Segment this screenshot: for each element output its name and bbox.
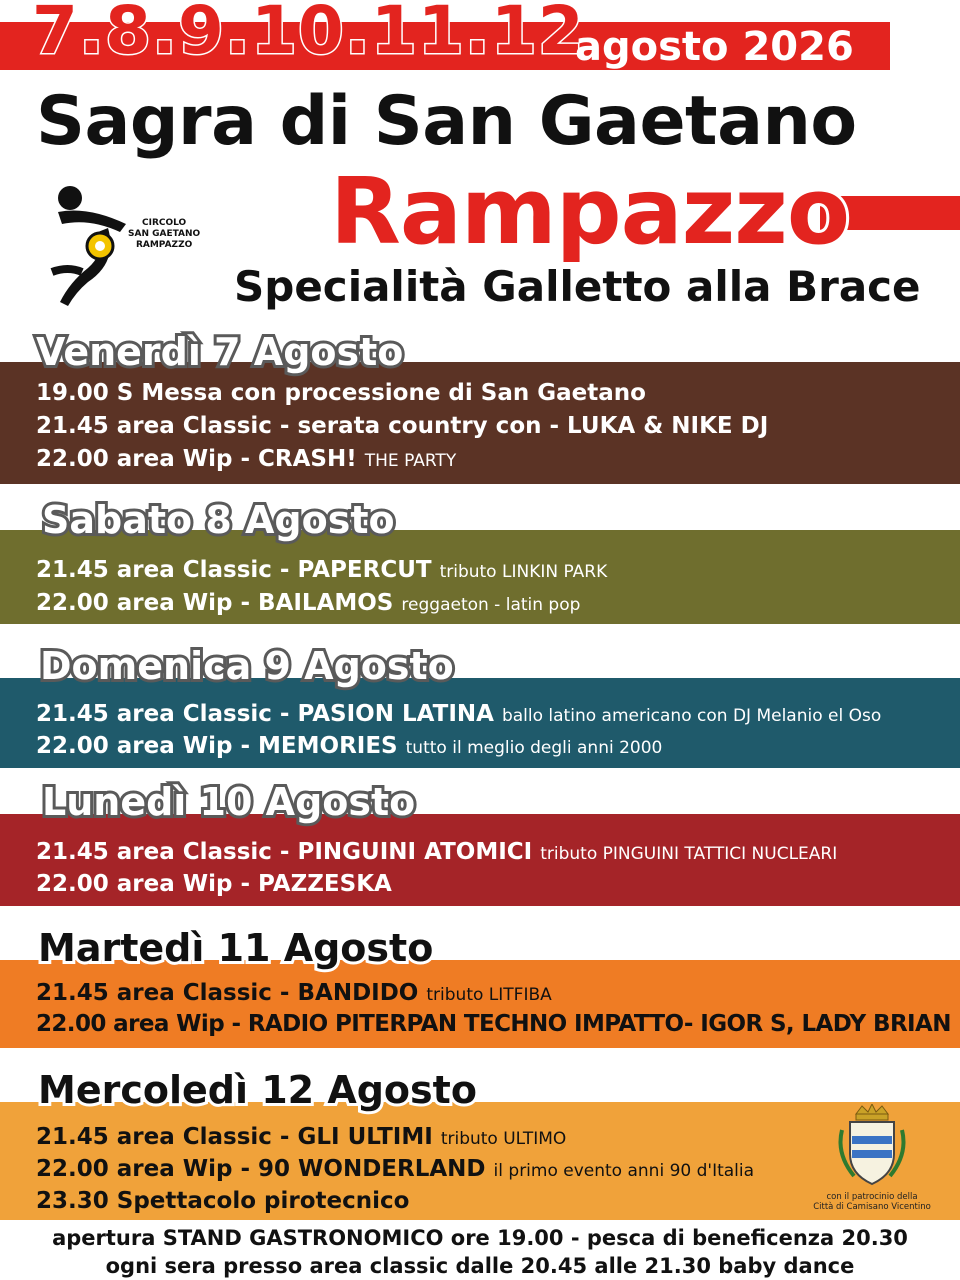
- schedule-row: [36, 1124, 566, 1150]
- event-town: Rampazzo: [330, 158, 850, 265]
- row-main: 22.00 area Wip - MEMORIES: [36, 733, 398, 759]
- schedule-row: [36, 557, 607, 583]
- event-title: Sagra di San Gaetano: [36, 82, 857, 161]
- row-sub: THE PARTY: [364, 451, 457, 471]
- schedule-row: [36, 1188, 409, 1214]
- logo-line: RAMPAZZO: [135, 240, 193, 250]
- row-sub: reggaeton - latin pop: [401, 595, 581, 615]
- row-main: 22.00 area Wip - CRASH!: [36, 446, 357, 472]
- footer-line-1: apertura STAND GASTRONOMICO ore 19.00 - pesca di beneficenza 20.30: [52, 1226, 908, 1250]
- row-main: 22.00 area Wip - BAILAMOS: [36, 590, 394, 616]
- logo-text: [128, 218, 200, 251]
- row-main: 21.45 area Classic - PASION LATINA: [36, 701, 494, 727]
- day-title: Domenica 9 Agosto: [40, 644, 454, 688]
- schedule-row: [36, 446, 456, 472]
- row-main: 21.45 area Classic - PINGUINI ATOMICI: [36, 839, 533, 865]
- row-sub: ballo latino americano con DJ Melanio el Oso: [501, 706, 882, 726]
- crest-caption-line: con il patrocinio della: [826, 1192, 918, 1202]
- schedule-row: [36, 413, 768, 439]
- crest-caption: [812, 1192, 932, 1212]
- row-main: 22.00 area Wip - RADIO PITERPAN TECHNO IMPATTO- IGOR S, LADY BRIAN: [36, 1011, 951, 1037]
- schedule-row: [36, 380, 646, 406]
- row-sub: tributo ULTIMO: [440, 1129, 567, 1149]
- schedule-row: [36, 733, 662, 759]
- row-sub: tributo PINGUINI TATTICI NUCLEARI: [540, 844, 838, 864]
- patronage-crest: [812, 1104, 932, 1216]
- logo-line: CIRCOLO: [141, 218, 187, 228]
- schedule-row: [36, 1156, 754, 1182]
- day-title: Venerdì 7 Agosto: [36, 330, 404, 374]
- event-month-year: agosto 2026: [575, 24, 854, 70]
- row-main: 19.00 S Messa con processione di San Gaetano: [36, 380, 646, 406]
- schedule-row: [36, 701, 881, 727]
- schedule-row: [36, 980, 552, 1006]
- row-sub: tributo LITFIBA: [426, 985, 552, 1005]
- row-main: 21.45 area Classic - BANDIDO: [36, 980, 419, 1006]
- day-title: Lunedì 10 Agosto: [42, 780, 416, 824]
- coat-of-arms-icon: [812, 1104, 932, 1192]
- day-title: Mercoledì 12 Agosto: [38, 1068, 477, 1112]
- schedule-row: [36, 839, 837, 865]
- row-sub: il primo evento anni 90 d'Italia: [493, 1161, 755, 1181]
- circolo-logo: [48, 182, 228, 312]
- schedule-row: [36, 871, 392, 897]
- event-dates: 7.8.9.10.11.12: [32, 0, 585, 69]
- footer-line-2: ogni sera presso area classic dalle 20.45 alle 21.30 baby dance: [105, 1254, 855, 1278]
- row-main: 22.00 area Wip - PAZZESKA: [36, 871, 392, 897]
- row-main: 21.45 area Classic - serata country con - LUKA & NIKE DJ: [36, 413, 769, 439]
- row-sub: tutto il meglio degli anni 2000: [405, 738, 663, 758]
- logo-line: SAN GAETANO: [128, 229, 201, 239]
- schedule-row: [36, 1011, 951, 1037]
- event-specialty: Specialità Galletto alla Brace: [234, 262, 921, 311]
- crest-caption-line: Città di Camisano Vicentino: [813, 1202, 931, 1212]
- row-main: 22.00 area Wip - 90 WONDERLAND: [36, 1156, 486, 1182]
- day-title: Martedì 11 Agosto: [38, 926, 434, 970]
- row-main: 21.45 area Classic - PAPERCUT: [36, 557, 432, 583]
- row-sub: tributo LINKIN PARK: [439, 562, 608, 582]
- row-main: 23.30 Spettacolo pirotecnico: [36, 1188, 410, 1214]
- schedule-row: [36, 590, 580, 616]
- day-title: Sabato 8 Agosto: [42, 498, 395, 542]
- row-main: 21.45 area Classic - GLI ULTIMI: [36, 1124, 433, 1150]
- running-figure-gear-logo-icon: [48, 182, 128, 312]
